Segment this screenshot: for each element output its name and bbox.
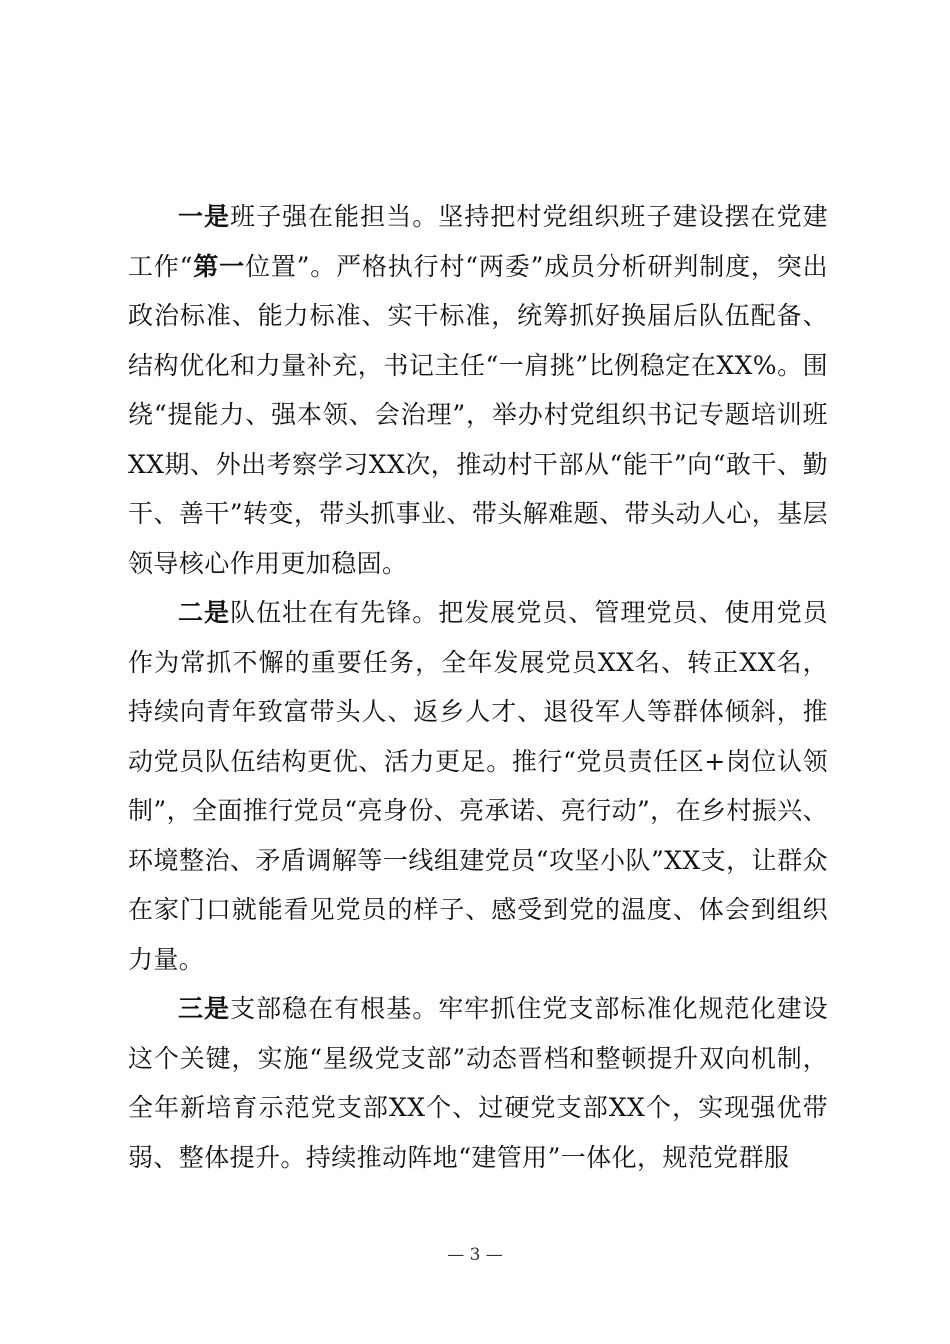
paragraph-2-lead: 二是: [178, 598, 231, 627]
page-number: — 3 —: [447, 1245, 503, 1265]
paragraph-1: [128, 192, 828, 588]
paragraph-1-text-b: 位置: [244, 251, 297, 281]
paragraph-3-text: 支部稳在有根基。牢牢抓住党支部标准化规范化建设这个关键，实施“星级党支部”动态晋档和整顿提升双向机制，全年新培育示范党支部XX个、过硬党支部XX个，实现强优带弱、整体提升。持续推动阵地“建管用”一体化，规范党群服: [128, 994, 829, 1172]
paragraph-3-lead: 三是: [178, 994, 231, 1023]
paragraph-3: [128, 984, 828, 1182]
paragraph-1-emphasis: 第一: [192, 251, 245, 281]
document-body: [128, 192, 828, 1182]
paragraph-2-text: 队伍壮在有先锋。把发展党员、管理党员、使用党员作为常抓不懈的重要任务，全年发展党员XX名、转正XX名，持续向青年致富带头人、返乡人才、退役军人等群体倾斜，推动党员队伍结构更优、活力更足。推行“党员责任区+岗位认领制”，全面推行党员“亮身份、亮承诺、亮行动”，在乡村振兴、环境整治、矛盾调解等一线组建党员“攻坚小队”XX支，让群众在家门口就能看见党员的样子、感受到党的温度、体会到组织力量。: [128, 598, 829, 974]
paragraph-1-lead: 一是: [178, 202, 231, 231]
paragraph-1-text-a: 班子强在能担当。坚持把村党组织班子建设摆在党建工作“: [128, 202, 829, 281]
paragraph-1-text-c: ”。严格执行村“两委”成员分析研判制度，突出政治标准、能力标准、实干标准，统筹抓好换届后队伍配备、结构优化和力量补充，书记主任“一肩挑”比例稳定在XX%。围绕“提能力、强本领、会治理”，举办村党组织书记专题培训班XX期、外出考察学习XX次，推动村干部从“能干”向“敢干、勤干、善干”转变，带头抓事业、带头解难题、带头动人心，基层领导核心作用更加稳固。: [128, 251, 828, 578]
paragraph-2: [128, 588, 828, 984]
